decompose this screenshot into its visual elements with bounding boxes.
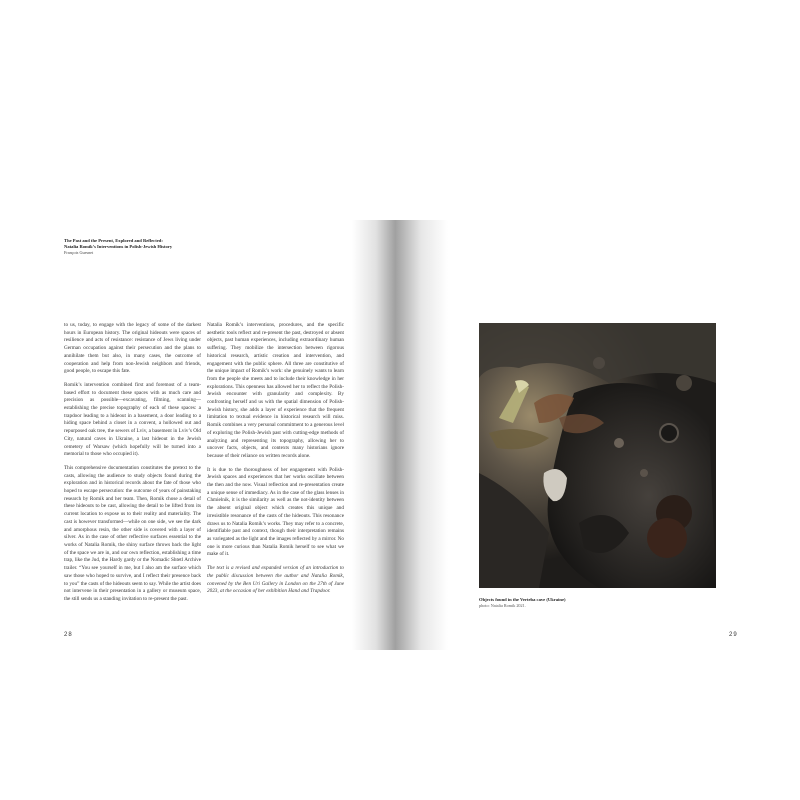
article-title-line-2: Natalia Romik’s Interventions in Polish-Jewish History (64, 243, 173, 249)
page-number-right: 29 (729, 632, 738, 638)
paragraph: to us, today, to engage with the legacy of some of the darkest hours in European history. The original hideouts were spaces of resilience and acts of resistance: resistance of Jews living under German occupation against their persecution and the plans to annihilate them but also, in many cases, the outcome of cooperation and help from non-Jewish neighbors and friends, good people, to escape this fate. (64, 322, 201, 375)
cave-photo (479, 323, 716, 588)
article-title-line-1: The Past and the Present, Explored and Reflected: (64, 238, 163, 243)
text-column-left (64, 322, 201, 610)
caption-credit: photo: Natalia Romik 2021. (479, 603, 526, 608)
paragraph: Romik’s intervention combined first and foremost of a team-based effort to document these spaces with as much care and precision as possible—excavating, filming, scanning—establishing the precise topography of each of these spaces: a trapdoor leading to a hideout in a basement, a door leading to a hiding space behind a closet in a convent, a hollowed out and repurposed oak tree, the sewers of Lviv, a basement in Lviv’s Old City, natural caves in Ukraine, a last hideout in the Jewish cemetery of Warsaw (which hopefully will be turned into a memorial to those who occupied it). (64, 381, 201, 458)
photo-caption (479, 597, 719, 609)
caption-title: Objects found in the Verteba cave (Ukraine) (479, 597, 566, 602)
article-header (64, 238, 224, 256)
paragraph: It is due to the thoroughness of her engagement with Polish-Jewish spaces and experiences that her works oscillate between the then and the now. Visual reflection and re-presentation create a unique sense of immediacy. As in the case of the glass lenses in Chmielnik, it is the similarity as well as the not-identity between the absent original object which creates this unique and irresistible resonance of the casts of the hideouts. This resonance draws us to Natalia Romik’s works. They may refer to a concrete, identifiable past and context, though their interpretation remains as variegated as the light and the images reflected by a mirror. No one is more curious than Natalia Romik herself to see what we make of it. (207, 466, 344, 558)
article-author: François Guesnet (64, 250, 94, 256)
footnote: The text is a revised and expanded version of an introduction to the public discussion between the author and Natalia Romik, convened by the Ben Uri Gallery in London on the 27th of June 2023, at the occasion of her exhibition Hand and Trapdoor. (207, 565, 344, 595)
cave-photo-illustration (479, 323, 716, 588)
text-column-right (207, 322, 344, 602)
paragraph: This comprehensive documentation constitutes the pretext to the casts, allowing the audience to study objects found during the exploration and in historical records about the fate of those who hoped to escape persecution: the outcome of years of painstaking research by Romik and her team. Then, Romik chose a detail of these hideouts to be cast, allowing the detail to be lifted from its current location to expose us to their reality and materiality. The cast is however transformed—while on one side, we see the dark and amorphous resin, the other side is covered with a layer of silver. As in the case of other reflective surfaces essential to the works of Natalia Romik, the shiny surface throws back the light of the space we are in, and our own reflection, establishing a time trap, like the Jud, the Hardy gardy or the Nomadic Shtetl Archive trailer. “You see yourself in me, but I also am the surface which saw those who hoped to survive, and I reflect their presence back to you” the casts of the hideouts seem to say. While the artist does not intervene in their presentation in a gallery or museum space, the still sends us a standing invitation to re-present the past. (64, 464, 202, 602)
book-gutter-shadow (352, 220, 448, 650)
page-number-left: 28 (64, 632, 73, 638)
paragraph: Natalia Romik’s interventions, procedures, and the specific aesthetic tools reflect and re-present the past, destroyed or absent objects, past human experiences, including extraordinary human suffering. They mobilize the intersection between rigorous historical research, artistic creation and intervention, and engagement with the public sphere. All three are constitutive of the unique impact of Romik’s work: she genuinely wants to learn from the people she meets and to include their knowledge in her explorations. This openness has allowed her to reflect the Polish-Jewish encounter with granularity and complexity. By confronting herself and us with the spatial dimension of Polish-Jewish history, she adds a layer of experience that the frequent limitation to textual evidence in historical research will miss. Romik combines a very personal commitment to a generous level of exploring the Polish-Jewish past with cutting-edge methods of analyzing and representing its topography, allowing her to uncover facts, objects, and contexts many historians ignore because of their reliance on written records alone. (207, 322, 344, 459)
